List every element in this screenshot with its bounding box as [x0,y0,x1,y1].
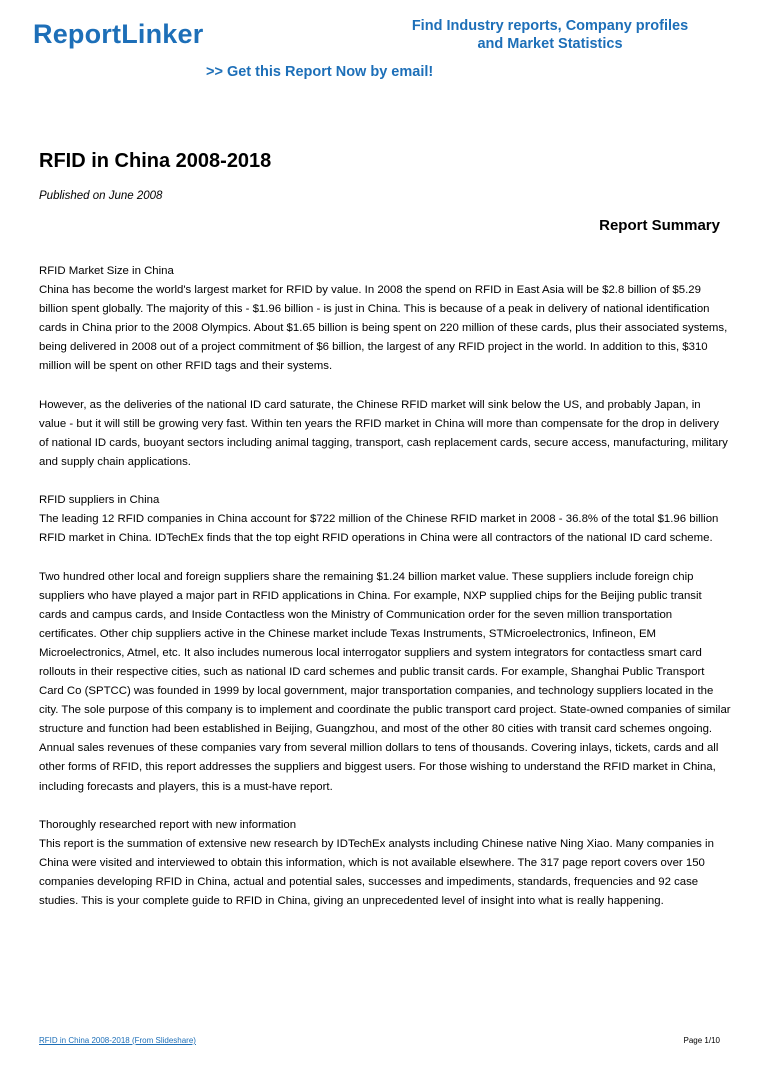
paragraph-text: China has become the world's largest market for RFID by value. In 2008 the spend on RFID in East Asia will be $2.8 billion of $5.29 billion spent globally. The majority of this - $1.96 billion - is just in China. This is because of a peak in delivery of national identification cards in China prior to the 2008 Olympics. About $1.65 billion is being spent on 220 million of these cards, plus their associated systems, being delivered in 2008 out of a project commitment of $6 billion, the largest of any RFID project in the world. In addition to this, $310 million will be spent on other RFID tags and their systems. [39,284,728,373]
page-number: Page 1/10 [683,1036,720,1045]
report-summary-heading: Report Summary [599,217,720,234]
get-report-link[interactable]: >> Get this Report Now by email! [206,64,434,80]
paragraph-heading: RFID Market Size in China [39,265,174,277]
paragraph-suppliers [39,491,731,548]
paragraph-other-suppliers [39,568,731,797]
paragraph-text: However, as the deliveries of the national ID card saturate, the Chinese RFID market will sink below the US, and probably Japan, in value - but it will still be growing very fast. Within ten years the RFID market in China will more than compensate for the drop in delivery of national ID cards, buoyant sectors including animal tagging, transport, cash replacement cards, secure access, manufacturing, military and supply chain applications. [39,398,728,468]
published-date: Published on June 2008 [39,190,163,202]
paragraph-market-size [39,262,731,377]
paragraph-research [39,816,731,911]
paragraph-text: This report is the summation of extensive new research by IDTechEx analysts including Chinese native Ning Xiao. Many companies in China were visited and interviewed to obtain this information, which is not available elsewhere. The 317 page report covers over 150 companies developing RFID in China, actual and potential sales, successes and impediments, standards, frequencies and 92 case studies. This is your complete guide to RFID in China, giving an unprecedented level of insight into what is really happening. [39,837,714,908]
header-tagline [395,17,705,53]
paragraph-text: The leading 12 RFID companies in China account for $722 million of the Chinese RFID market in 2008 - 36.8% of the total $1.96 billion RFID market in China. IDTechEx finds that the top eight RFID operations in China were all contractors of the national ID card scheme. [39,513,719,545]
paragraph-heading: Thoroughly researched report with new information [39,818,297,831]
reportlinker-logo[interactable]: ReportLinker [33,19,204,49]
tagline-line-1: Find Industry reports, Company profiles [411,18,689,34]
report-title: RFID in China 2008-2018 [39,150,272,172]
paragraph-heading: RFID suppliers in China [39,494,160,507]
paragraph-outlook [39,396,731,472]
report-body [39,262,731,930]
paragraph-text: Two hundred other local and foreign suppliers share the remaining $1.24 billion market value. These suppliers include foreign chip suppliers who have played a major part in RFID applications in China. For example, NXP supplied chips for the Beijing public transit cards and campus cards, and Inside Contactless won the Ministry of Communication order for the seven million transportation certificates. Other chip suppliers active in the Chinese market include Texas Instruments, STMicroelectronics, Infineon, EM Microelectronics, Atmel, etc. It also includes numerous local interrogator suppliers and system integrators for contactless smart card rollouts in their respective cities, such as national ID card schemes and public transit cards. For example, Shanghai Public Transport Card Co (SPTCC) was founded in 1999 by local government, major transportation companies, and technology suppliers located in the city. The sole purpose of this company is to implement and coordinate the public transport card project. State-owned companies of similar structure and function had been established in Beijing, Guangzhou, and most of the other 80 cities with transit card schemes ongoing. Annual sales revenues of these companies vary from several million dollars to tens of thousands. Covering inlays, tickets, cards and all other forms of RFID, this report addresses the suppliers and biggest users. For those wishing to understand the RFID market in China, including forecasts and players, this is a must-have report. [39,570,731,793]
tagline-line-2: and Market Statistics [477,36,623,52]
footer-source-link[interactable]: RFID in China 2008-2018 (From Slideshare) [39,1036,196,1045]
